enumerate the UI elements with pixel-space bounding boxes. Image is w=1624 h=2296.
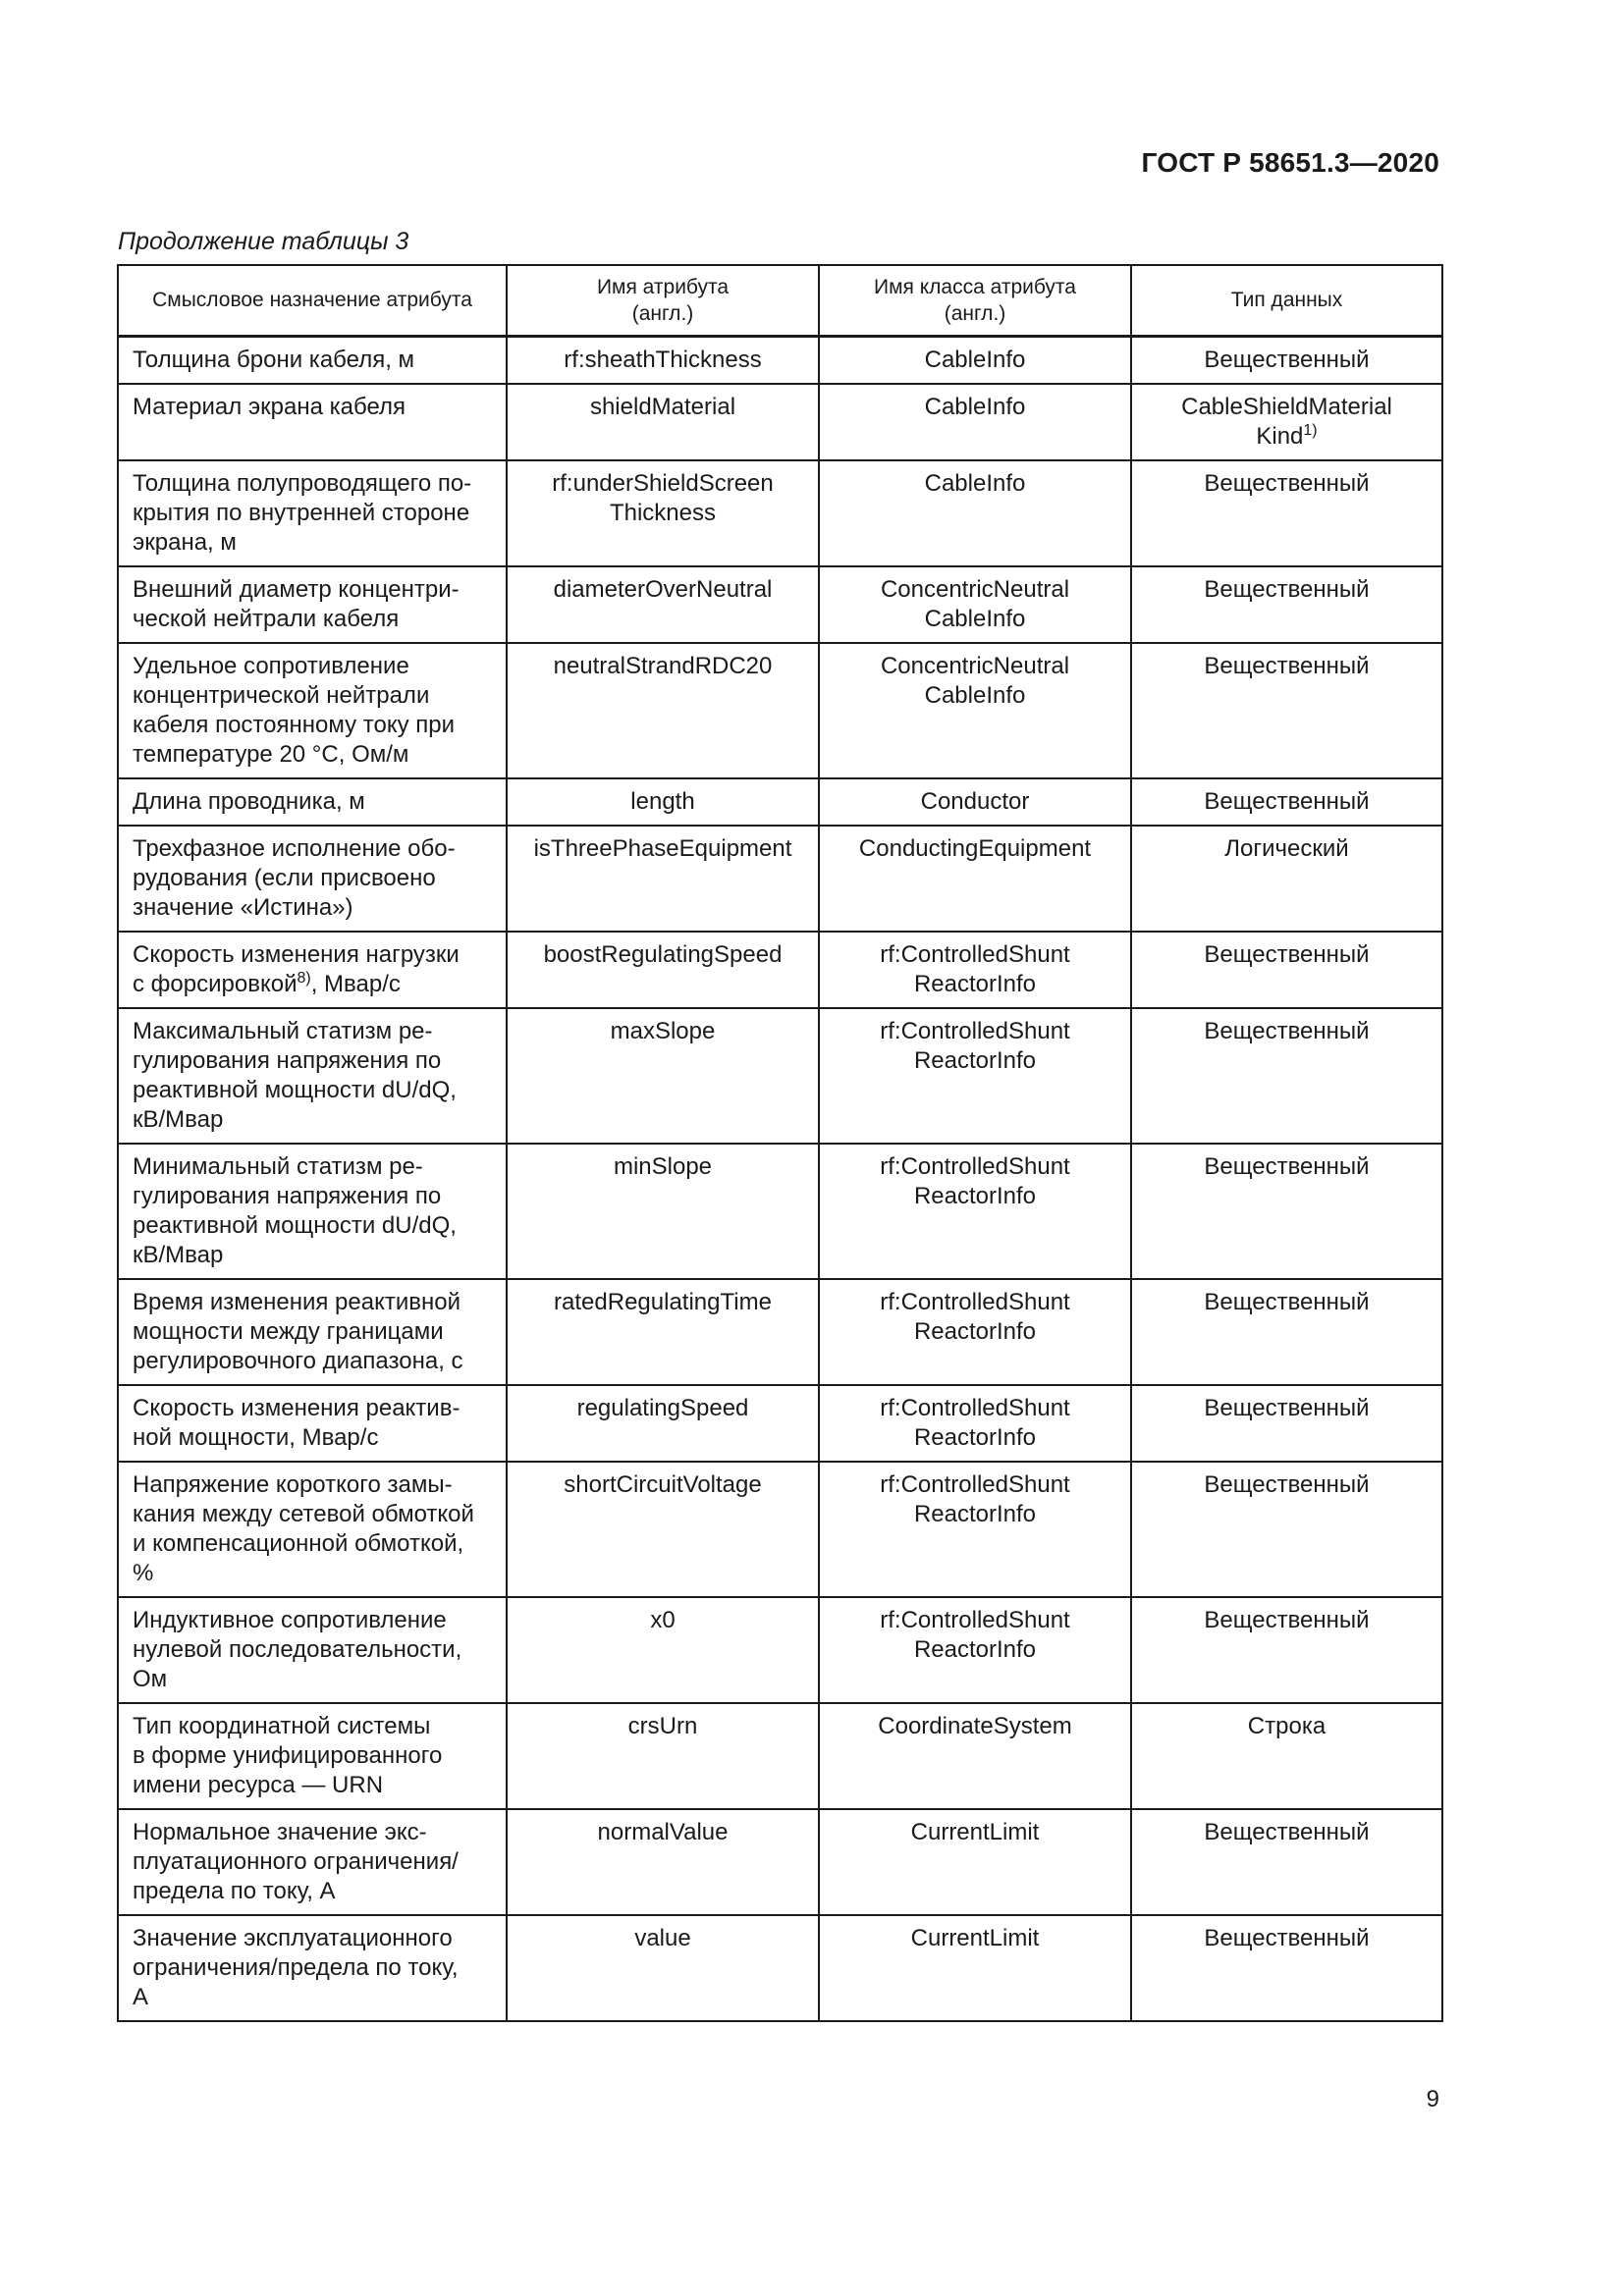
cell-attribute-name [507,1703,819,1809]
cell-data-type [1131,1144,1442,1279]
cell-attribute-name-text: crsUrn [627,1713,698,1739]
column-header-attribute-class: Имя класса атрибута (англ.) [819,265,1131,337]
cell-meaning-text: Максимальный статизм ре- гулирования напряжения по реактивной мощности dU/dQ, кВ/Мвар [133,1018,457,1133]
cell-meaning [118,932,507,1008]
footnote-reference: 8) [297,970,311,987]
cell-data-type [1131,1279,1442,1385]
cell-attribute-class-text: rf:ControlledShunt ReactorInfo [880,1289,1070,1345]
cell-attribute-class-text: ConcentricNeutral CableInfo [880,576,1070,632]
cell-attribute-class [819,932,1131,1008]
cell-attribute-name-text: shortCircuitVoltage [564,1471,762,1498]
cell-attribute-class-text: CurrentLimit [910,1819,1040,1845]
cell-meaning [118,1809,507,1915]
cell-meaning-text: Трехфазное исполнение обо- рудования (если присвоено значение «Истина») [133,835,456,921]
cell-data-type [1131,932,1442,1008]
table-row [118,932,1442,1008]
column-header-meaning: Смысловое назначение атрибута [118,265,507,337]
cell-meaning-text: Значение эксплуатационного ограничения/предела по току, А [133,1925,459,2010]
cell-meaning [118,826,507,932]
table-row [118,826,1442,932]
cell-attribute-name [507,643,819,778]
cell-data-type-text: Вещественный [1204,941,1370,968]
cell-meaning [118,566,507,643]
cell-attribute-class-text: CoordinateSystem [878,1713,1072,1739]
cell-attribute-name-text: rf:underShieldScreen Thickness [552,470,774,526]
cell-meaning [118,1008,507,1144]
document-code: ГОСТ Р 58651.3—2020 [1141,147,1439,178]
cell-data-type-text: Вещественный [1204,1153,1370,1180]
cell-data-type-text: Вещественный [1204,1395,1370,1421]
cell-data-type [1131,1385,1442,1462]
footnote-reference: 1) [1303,422,1318,439]
cell-data-type [1131,1462,1442,1597]
table-row [118,1462,1442,1597]
cell-attribute-name-text: maxSlope [610,1018,716,1044]
cell-data-type [1131,1597,1442,1703]
cell-data-type-text: CableShieldMaterial Kind [1181,394,1392,450]
cell-attribute-name-text: minSlope [613,1153,713,1180]
cell-attribute-class-text: ConductingEquipment [858,835,1092,862]
cell-meaning-text: Скорость изменения нагрузки с форсировкой [133,941,460,997]
cell-attribute-name-text: isThreePhaseEquipment [533,835,792,862]
cell-attribute-class [819,1703,1131,1809]
cell-attribute-name [507,826,819,932]
table-header [118,265,1442,337]
cell-attribute-name [507,1385,819,1462]
cell-attribute-name-text: neutralStrandRDC20 [553,653,773,679]
cell-meaning-text: Толщина полупроводящего по- крытия по внутренней стороне экрана, м [133,470,472,556]
column-header-data-type: Тип данных [1131,265,1442,337]
cell-attribute-class [819,643,1131,778]
cell-data-type [1131,384,1442,460]
cell-data-type [1131,460,1442,566]
cell-meaning [118,1462,507,1597]
table-row [118,337,1442,385]
cell-attribute-name [507,778,819,826]
table-row [118,1915,1442,2021]
cell-attribute-name-text: diameterOverNeutral [553,576,773,603]
cell-meaning-text: Удельное сопротивление концентрической нейтрали кабеля постоянному току при температуре 20 °С, Ом/м [133,653,456,768]
cell-attribute-class [819,778,1131,826]
cell-data-type [1131,337,1442,385]
cell-attribute-class-text: rf:ControlledShunt ReactorInfo [880,1018,1070,1074]
cell-attribute-class [819,1597,1131,1703]
table-body [118,337,1442,2022]
cell-attribute-class-text: CableInfo [924,470,1026,497]
table-row [118,384,1442,460]
cell-attribute-name [507,1597,819,1703]
cell-attribute-name [507,1144,819,1279]
cell-meaning-text: Тип координатной системы в форме унифицированного имени ресурса — URN [133,1713,443,1798]
cell-data-type-text: Логический [1224,835,1349,862]
cell-data-type [1131,778,1442,826]
cell-data-type [1131,826,1442,932]
cell-meaning-text: Время изменения реактивной мощности между границами регулировочного диапазона, с [133,1289,463,1374]
cell-attribute-class [819,566,1131,643]
cell-meaning-text: Скорость изменения реактив- ной мощности, Мвар/с [133,1395,460,1451]
table-row [118,1008,1442,1144]
table-row [118,643,1442,778]
cell-data-type-text: Вещественный [1204,653,1370,679]
cell-meaning-text: Толщина брони кабеля, м [133,347,415,373]
cell-meaning-tail: , Мвар/с [310,971,401,997]
cell-attribute-name [507,384,819,460]
cell-meaning [118,1597,507,1703]
cell-meaning-text: Материал экрана кабеля [133,394,406,420]
cell-attribute-name-text: length [630,788,695,815]
cell-attribute-name [507,1915,819,2021]
cell-attribute-name-text: normalValue [597,1819,729,1845]
table-row [118,460,1442,566]
cell-data-type [1131,1703,1442,1809]
cell-data-type [1131,1008,1442,1144]
cell-attribute-name [507,932,819,1008]
cell-meaning [118,778,507,826]
cell-meaning-text: Индуктивное сопротивление нулевой последовательности, Ом [133,1607,462,1692]
cell-data-type [1131,1915,1442,2021]
cell-attribute-class [819,1385,1131,1462]
cell-data-type [1131,566,1442,643]
cell-data-type-text: Вещественный [1204,347,1370,373]
cell-data-type-text: Вещественный [1204,1607,1370,1633]
cell-attribute-name-text: boostRegulatingSpeed [543,941,783,968]
cell-attribute-class-text: rf:ControlledShunt ReactorInfo [880,1153,1070,1209]
table-caption: Продолжение таблицы 3 [118,228,409,255]
cell-attribute-name [507,1279,819,1385]
cell-data-type [1131,1809,1442,1915]
header-row [118,265,1442,337]
cell-attribute-class-text: Conductor [920,788,1030,815]
cell-attribute-name [507,460,819,566]
cell-meaning [118,1915,507,2021]
table-row [118,1703,1442,1809]
cell-attribute-class [819,460,1131,566]
cell-meaning [118,643,507,778]
cell-data-type-text: Вещественный [1204,1819,1370,1845]
cell-attribute-name [507,1008,819,1144]
cell-attribute-name-text: rf:sheathThickness [564,347,762,373]
cell-data-type-text: Вещественный [1204,1018,1370,1044]
cell-attribute-class-text: rf:ControlledShunt ReactorInfo [880,1471,1070,1527]
cell-meaning-text: Минимальный статизм ре- гулирования напряжения по реактивной мощности dU/dQ, кВ/Мвар [133,1153,457,1268]
cell-attribute-class-text: rf:ControlledShunt ReactorInfo [880,1607,1070,1663]
cell-meaning [118,1144,507,1279]
cell-attribute-class [819,1915,1131,2021]
cell-attribute-name [507,566,819,643]
cell-data-type-text: Вещественный [1204,1471,1370,1498]
cell-data-type-text: Вещественный [1204,470,1370,497]
table-row [118,1385,1442,1462]
cell-meaning-text: Внешний диаметр концентри- ческой нейтрали кабеля [133,576,460,632]
cell-meaning-text: Напряжение короткого замы- кания между сетевой обмоткой и компенсационной обмоткой, % [133,1471,474,1586]
cell-data-type-text: Строка [1247,1713,1326,1739]
cell-data-type-text: Вещественный [1204,1289,1370,1315]
cell-attribute-name-text: value [634,1925,691,1951]
attributes-table [117,264,1443,2022]
cell-meaning [118,1385,507,1462]
cell-meaning [118,1703,507,1809]
cell-attribute-name-text: regulatingSpeed [576,1395,749,1421]
cell-attribute-class [819,1008,1131,1144]
cell-attribute-class-text: CurrentLimit [910,1925,1040,1951]
cell-data-type-text: Вещественный [1204,1925,1370,1951]
cell-attribute-class [819,826,1131,932]
page-number: 9 [1426,2086,1439,2112]
cell-attribute-name [507,1462,819,1597]
cell-attribute-name-text: x0 [650,1607,676,1633]
column-header-attribute-name: Имя атрибута (англ.) [507,265,819,337]
table-row [118,1597,1442,1703]
cell-meaning [118,337,507,385]
cell-attribute-name [507,337,819,385]
cell-attribute-class [819,1279,1131,1385]
cell-meaning-text: Нормальное значение экс- плуатационного ограничения/ предела по току, А [133,1819,459,1904]
cell-data-type-text: Вещественный [1204,576,1370,603]
cell-attribute-class-text: ConcentricNeutral CableInfo [880,653,1070,709]
cell-attribute-class-text: CableInfo [924,394,1026,420]
cell-attribute-class [819,337,1131,385]
cell-attribute-name-text: ratedRegulatingTime [554,1289,772,1315]
table-row [118,778,1442,826]
cell-attribute-class [819,1144,1131,1279]
cell-attribute-class [819,1462,1131,1597]
cell-attribute-class-text: rf:ControlledShunt ReactorInfo [880,1395,1070,1451]
cell-data-type [1131,643,1442,778]
cell-attribute-class [819,384,1131,460]
cell-attribute-class-text: CableInfo [924,347,1026,373]
cell-meaning [118,1279,507,1385]
cell-meaning-text: Длина проводника, м [133,788,365,815]
cell-attribute-name-text: shieldMaterial [589,394,736,420]
cell-attribute-class-text: rf:ControlledShunt ReactorInfo [880,941,1070,997]
cell-meaning [118,460,507,566]
table-row [118,1144,1442,1279]
table-row [118,566,1442,643]
cell-attribute-name [507,1809,819,1915]
table-row [118,1279,1442,1385]
cell-meaning [118,384,507,460]
cell-attribute-class [819,1809,1131,1915]
table-row [118,1809,1442,1915]
cell-data-type-text: Вещественный [1204,788,1370,815]
